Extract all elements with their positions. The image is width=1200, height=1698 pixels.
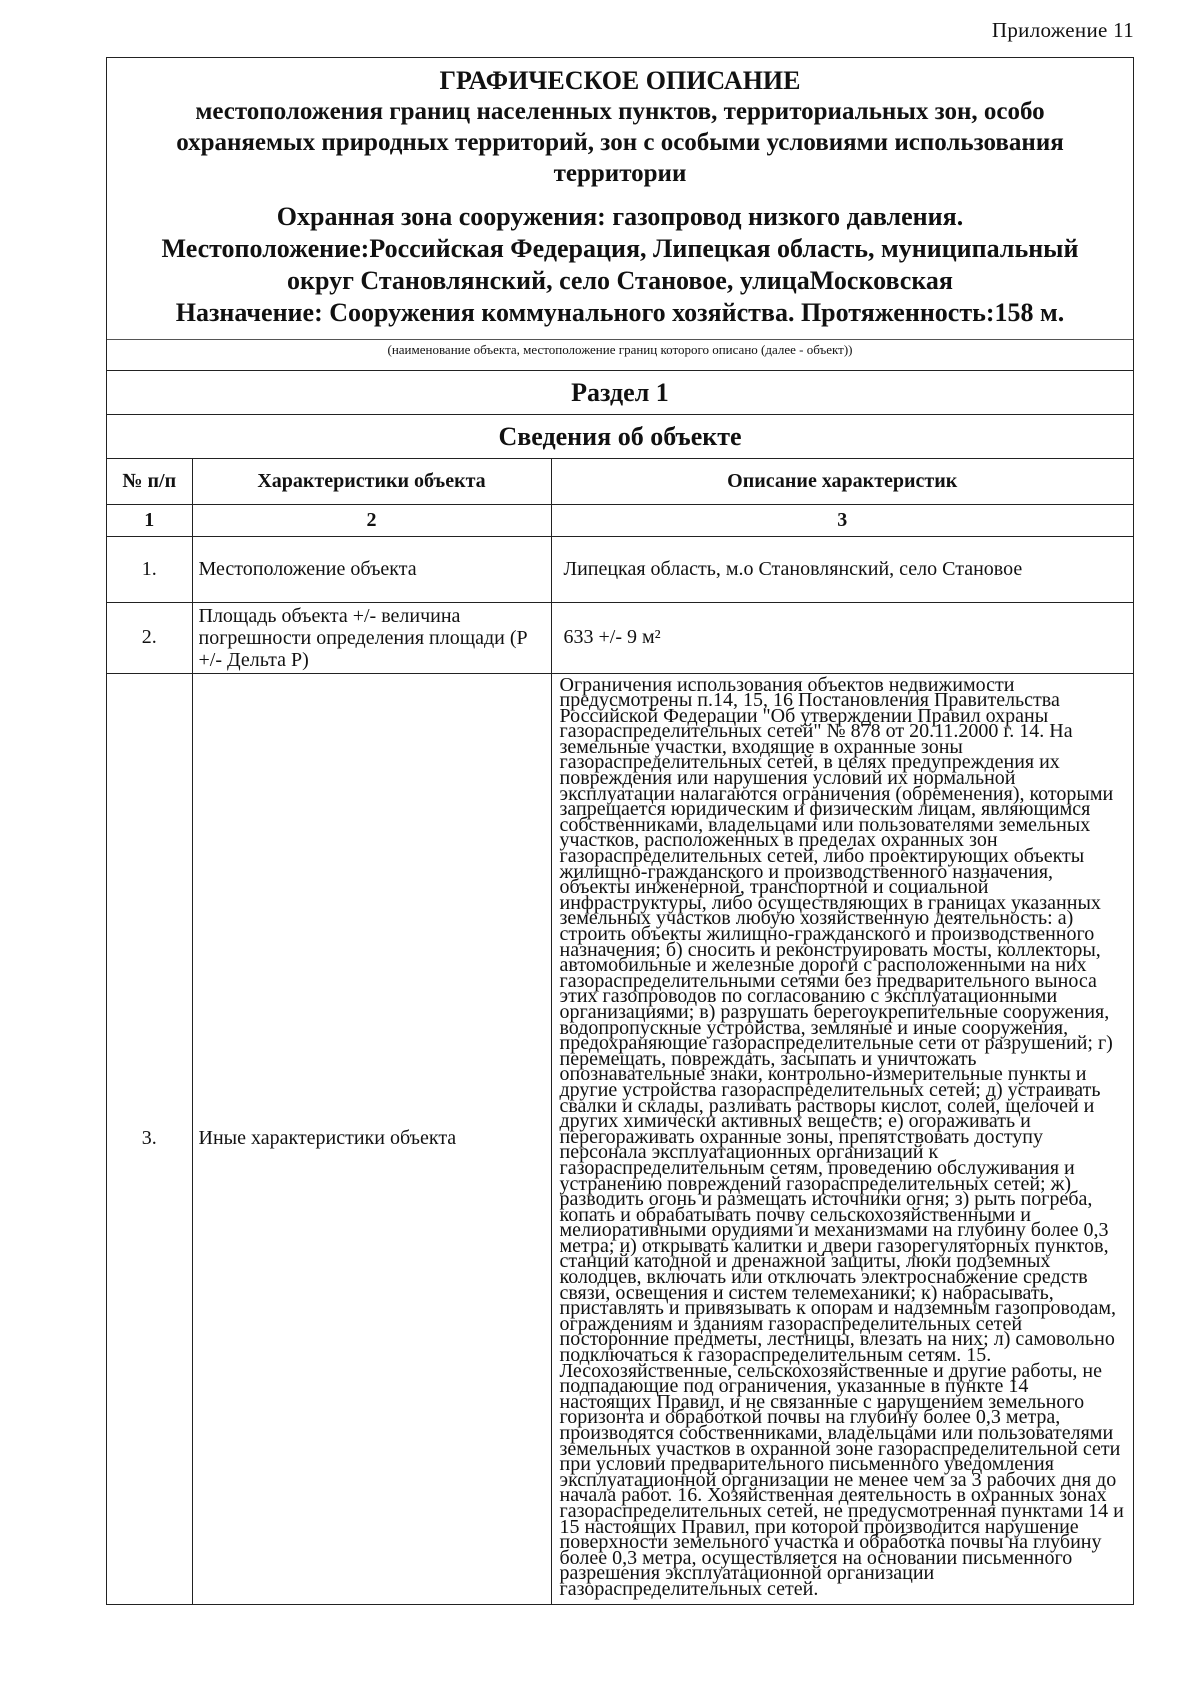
- document-frame: [106, 57, 1134, 1605]
- object-info-table: [107, 459, 1133, 1604]
- row-characteristic: Площадь объекта +/- величина погрешности определения площади (Р +/- Дельта Р): [198, 604, 528, 671]
- row-number: 2.: [107, 602, 192, 673]
- section-subtitle: Сведения об объекте: [107, 415, 1133, 459]
- row-number: 1.: [107, 536, 192, 602]
- table-row: [107, 536, 1133, 602]
- column-index: 3: [551, 504, 1133, 536]
- table-index-row: [107, 504, 1133, 536]
- document-title: ГРАФИЧЕСКОЕ ОПИСАНИЕ: [439, 66, 801, 95]
- column-index: 1: [107, 504, 192, 536]
- row-description: 633 +/- 9 м²: [551, 602, 1133, 673]
- row-number: 3.: [107, 673, 192, 1604]
- object-line: Назначение: Сооружения коммунального хозяйства. Протяженность:158 м.: [175, 298, 1065, 327]
- table-row: [107, 673, 1133, 1604]
- column-header-characteristic: Характеристики объекта: [192, 459, 551, 504]
- document-subtitle: [107, 96, 1133, 189]
- column-header-description: Описание характеристик: [551, 459, 1133, 504]
- appendix-label: Приложение 11: [991, 18, 1134, 42]
- row-characteristic-cell: [192, 602, 551, 673]
- table-header-row: [107, 459, 1133, 504]
- subtitle-line: охраняемых природных территорий, зон с особыми условиями использования: [176, 129, 1064, 156]
- subtitle-line: территории: [553, 160, 687, 187]
- subtitle-line: местоположения границ населенных пунктов, территориальных зон, особо: [195, 98, 1045, 125]
- table-row: [107, 602, 1133, 673]
- object-line: округ Становлянский, село Становое, улицаМосковская: [287, 266, 953, 295]
- object-description: [107, 201, 1133, 329]
- header-block: [107, 58, 1133, 371]
- object-line: Охранная зона сооружения: газопровод низкого давления.: [276, 202, 964, 231]
- object-line: Местоположение:Российская Федерация, Липецкая область, муниципальный: [161, 234, 1079, 263]
- object-note: (наименование объекта, местоположение границ которого описано (далее - объект)): [107, 339, 1133, 372]
- column-header-number: № п/п: [107, 459, 192, 504]
- column-index: 2: [192, 504, 551, 536]
- row-description: Липецкая область, м.о Становлянский, село Становое: [551, 536, 1133, 602]
- section-title: Раздел 1: [107, 371, 1133, 415]
- row-description: Ограничения использования объектов недвижимости предусмотрены п.14, 15, 16 Постановления Правительства Российской Федерации "Об утверждении Правил охраны газораспределительных сетей" № 878 от 20.11.2000 г. 14. На земельные участки, входящие в охранные зоны газораспределительных сетей, в целях предупреждения их повреждения или нарушения условий их нормальной эксплуатации налагаются ограничения (обременения), которыми запрещается юридическим и физическим лицам, являющимся собственниками, владельцами или пользователями земельных участков, расположенных в пределах охранных зон газораспределительных сетей, либо проектирующих объекты жилищно-гражданского и производственного назначения, объекты инженерной, транспортной и социальной инфраструктуры, либо осуществляющих в границах указанных земельных участков любую хозяйственную деятельность: а) строить объекты жилищно-гражданского и производственного назначения; б) сносить и реконструировать мосты, коллекторы, автомобильные и железные дороги с расположенными на них газораспределительными сетями без предварительного выноса этих газопроводов по согласованию с эксплуатационными организациями; в) разрушать берегоукрепительные сооружения, водопропускные устройства, земляные и иные сооружения, предохраняющие газораспределительные сети от разрушений; г) перемещать, повреждать, засыпать и уничтожать опознавательные знаки, контрольно-измерительные пункты и другие устройства газораспределительных сетей; д) устраивать свалки и склады, разливать растворы кислот, солей, щелочей и других химически активных веществ; е) огораживать и перегораживать охранные зоны, препятствовать доступу персонала эксплуатационных организаций к газораспределительным сетям, проведению обслуживания и устранению повреждений газораспределительных сетей; ж) разводить огонь и размещать источники огня; з) рыть погреба, копать и обрабатывать почву сельскохозяйственными и мелиоративными орудиями и механизмами на глубину более 0,3 метра; и) открывать калитки и двери газорегуляторных пунктов, станций катодной и дренажной защиты, люки подземных колодцев, включать или отключать электроснабжение средств связи, освещения и систем телемеханики; к) набрасывать, приставлять и привязывать к опорам и надземным газопроводам, ограждениям и зданиям газораспределительных сетей посторонние предметы, лестницы, влезать на них; л) самовольно подключаться к газораспределительным сетям. 15. Лесохозяйственные, сельскохозяйственные и другие работы, не подпадающие под ограничения, указанные в пункте 14 настоящих Правил, и не связанные с нарушением земельного горизонта и обработкой почвы на глубину более 0,3 метра, производятся собственниками, владельцами или пользователями земельных участков в охранной зоне газораспределительной сети при условии предварительного письменного уведомления эксплуатационной организации не менее чем за 3 рабочих дня до начала работ. 16. Хозяйственная деятельность в охранных зонах газораспределительных сетей, не предусмотренная пунктами 14 и 15 настоящих Правил, при которой производится нарушение поверхности земельного участка и обработка почвы на глубину более 0,3 метра, осуществляется на основании письменного разрешения эксплуатационной организации газораспределительных сетей.: [551, 673, 1133, 1604]
- row-characteristic: Иные характеристики объекта: [192, 673, 551, 1604]
- row-characteristic: Местоположение объекта: [192, 536, 551, 602]
